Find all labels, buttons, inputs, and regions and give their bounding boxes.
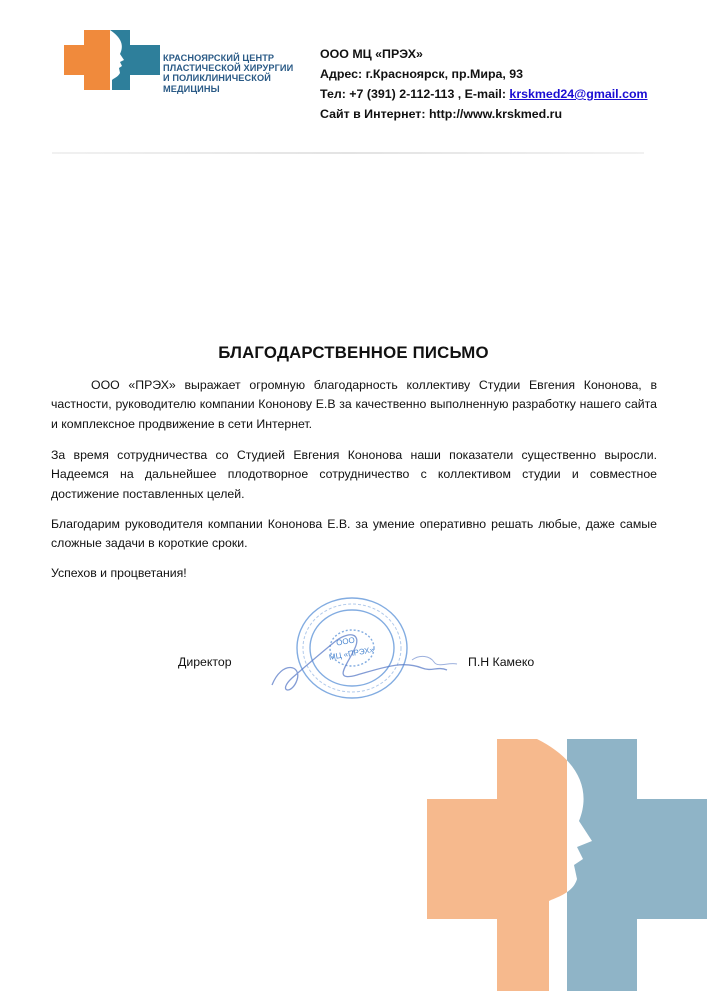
logo-line: МЕДИЦИНЫ — [163, 83, 220, 94]
company-name: ООО МЦ «ПРЭХ» — [320, 47, 423, 61]
email-link[interactable]: krskmed24@gmail.com — [509, 87, 648, 101]
logo-line: ПЛАСТИЧЕСКОЙ ХИРУРГИИ — [163, 63, 294, 74]
signature-name: П.Н Камеко — [468, 655, 535, 669]
company-info — [320, 44, 648, 124]
signature-stroke — [272, 635, 447, 690]
logo-line: КРАСНОЯРСКИЙ ЦЕНТР — [163, 53, 275, 63]
large-cross-face-icon — [427, 729, 707, 991]
letter-paragraph: Благодарим руководителя компании Кононова Е.В. за умение оперативно решать любые, даже самые сложные задачи в короткие сроки. — [51, 517, 657, 551]
letter-title: БЛАГОДАРСТВЕННОЕ ПИСЬМО — [218, 343, 489, 362]
company-contacts — [320, 84, 648, 104]
stamp-text: МЦ «ПРЭХ» — [328, 645, 375, 662]
clinic-logo-icon — [64, 30, 164, 90]
company-stamp-icon — [262, 590, 462, 710]
company-phone: Тел: +7 (391) 2-112-113 , E-mail: — [320, 87, 510, 101]
company-website: Сайт в Интернет: http://www.krskmed.ru — [320, 107, 563, 121]
stamp-text: ООО — [335, 635, 356, 648]
logo-line: И ПОЛИКЛИНИЧЕСКОЙ — [163, 73, 271, 84]
header-divider — [52, 152, 644, 154]
logo-text — [163, 53, 313, 94]
letter-paragraph: ООО «ПРЭХ» выражает огромную благодарность коллективу Студии Евгения Кононова, в частности, руководителю компании Кононову Е.В за качественно выполненную разработку нашего сайта и комплексное продвижение в сети Интернет. — [51, 378, 657, 431]
company-address: Адрес: г.Красноярск, пр.Мира, 93 — [320, 67, 524, 81]
letter-closing: Успехов и процветания! — [51, 566, 187, 580]
signature-position: Директор — [178, 655, 232, 669]
letter-paragraph: За время сотрудничества со Студией Евгения Кононова наши показатели существенно выросли. Надеемся на дальнейшее плодотворное сотрудничество с коллективом студии и совместное достижение поставленных целей. — [51, 448, 657, 501]
